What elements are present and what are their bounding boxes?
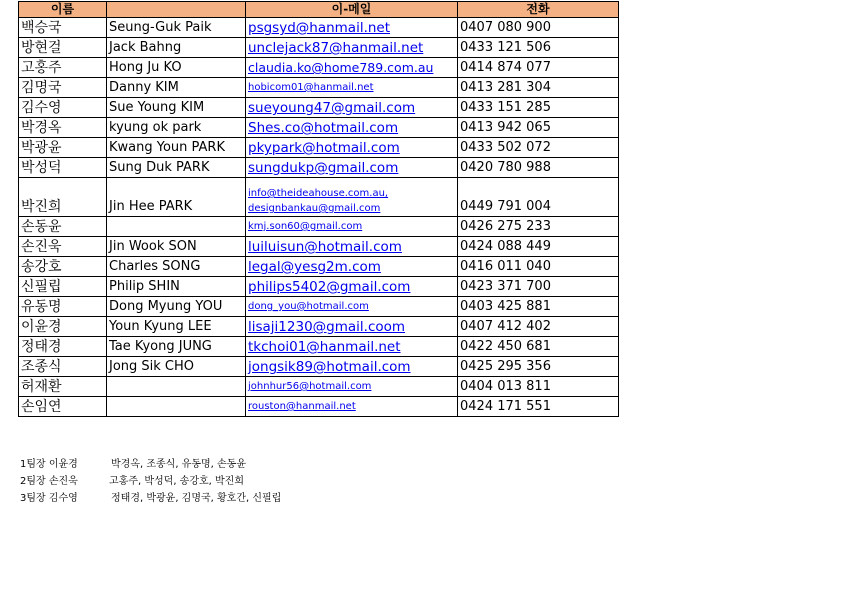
team-members: 정태경, 박광윤, 김명국, 황호간, 신필립 (111, 493, 282, 504)
phone-number: 0433 151 285 (458, 98, 619, 118)
english-name: Charles SONG (107, 257, 246, 277)
english-name (107, 377, 246, 397)
korean-name: 김수영 (19, 98, 107, 118)
phone-number: 0433 502 072 (458, 138, 619, 158)
phone-number: 0422 450 681 (458, 337, 619, 357)
table-row (19, 58, 619, 78)
korean-name: 송강호 (19, 257, 107, 277)
phone-number: 0425 295 356 (458, 357, 619, 377)
table-row (19, 118, 619, 138)
team-line (20, 456, 281, 473)
phone-number: 0414 874 077 (458, 58, 619, 78)
english-name: Jack Bahng (107, 38, 246, 58)
phone-number: 0449 791 004 (458, 178, 619, 217)
team-leader: 3팀장 김수영 (20, 493, 78, 504)
english-name: Tae Kyong JUNG (107, 337, 246, 357)
english-name: kyung ok park (107, 118, 246, 138)
table-row (19, 257, 619, 277)
table-row (19, 158, 619, 178)
email-link[interactable]: philips5402@gmail.com (248, 279, 411, 295)
korean-name: 박광윤 (19, 138, 107, 158)
email-link[interactable]: tkchoi01@hanmail.net (248, 339, 401, 355)
korean-name: 백승국 (19, 18, 107, 38)
korean-name: 방현걸 (19, 38, 107, 58)
table-row (19, 377, 619, 397)
email-link[interactable]: Shes.co@hotmail.com (248, 120, 399, 136)
email-link[interactable]: rouston@hanmail.net (248, 401, 356, 412)
team-leader: 2팀장 손진욱 (20, 476, 78, 487)
table-row (19, 178, 619, 217)
table-row (19, 138, 619, 158)
email-link[interactable]: unclejack87@hanmail.net (248, 40, 424, 56)
korean-name: 김명국 (19, 78, 107, 98)
team-leader: 1팀장 이윤경 (20, 459, 78, 470)
korean-name: 박진희 (19, 178, 107, 217)
table-row (19, 357, 619, 377)
phone-number: 0423 371 700 (458, 277, 619, 297)
korean-name: 허재환 (19, 377, 107, 397)
header-phone: 전화 (458, 2, 619, 18)
phone-number: 0413 281 304 (458, 78, 619, 98)
email-link[interactable]: claudia.ko@home789.com.au (248, 60, 434, 75)
email-link[interactable]: hobicom01@hanmail.net (248, 82, 374, 93)
korean-name: 손임연 (19, 397, 107, 417)
phone-number: 0416 011 040 (458, 257, 619, 277)
team-members: 박경옥, 조종식, 유동명, 손동윤 (111, 459, 246, 470)
phone-number: 0407 080 900 (458, 18, 619, 38)
korean-name: 손진욱 (19, 237, 107, 257)
english-name: Jin Wook SON (107, 237, 246, 257)
email-link[interactable]: lisaji1230@gmail.coom (248, 319, 406, 335)
korean-name: 신필립 (19, 277, 107, 297)
table-row (19, 78, 619, 98)
email-link[interactable]: psgsyd@hanmail.net (248, 20, 391, 36)
email-link-secondary[interactable]: designbankau@gmail.com (248, 203, 381, 214)
team-assignments (20, 456, 281, 507)
email-link[interactable]: info@theideahouse.com.au, (248, 188, 389, 199)
email-link[interactable]: jongsik89@hotmail.com (248, 359, 411, 375)
phone-number: 0433 121 506 (458, 38, 619, 58)
phone-number: 0413 942 065 (458, 118, 619, 138)
korean-name: 손동윤 (19, 217, 107, 237)
team-line (20, 473, 281, 490)
english-name: Hong Ju KO (107, 58, 246, 78)
english-name: Sue Young KIM (107, 98, 246, 118)
english-name: Danny KIM (107, 78, 246, 98)
header-email: 이-메일 (246, 2, 458, 18)
header-row (19, 2, 619, 18)
phone-number: 0424 171 551 (458, 397, 619, 417)
korean-name: 고홍주 (19, 58, 107, 78)
contacts-table (18, 1, 619, 417)
email-link[interactable]: kmj.son60@gmail.com (248, 221, 363, 232)
english-name: Seung-Guk Paik (107, 18, 246, 38)
table-row (19, 18, 619, 38)
korean-name: 유동명 (19, 297, 107, 317)
team-line (20, 490, 281, 507)
table-row (19, 317, 619, 337)
team-members: 고홍주, 박성덕, 송강호, 박진희 (109, 476, 244, 487)
english-name (107, 217, 246, 237)
korean-name: 이윤경 (19, 317, 107, 337)
table-row (19, 98, 619, 118)
english-name (107, 397, 246, 417)
email-link[interactable]: johnhur56@hotmail.com (248, 381, 372, 392)
phone-number: 0420 780 988 (458, 158, 619, 178)
english-name: Sung Duk PARK (107, 158, 246, 178)
english-name: Kwang Youn PARK (107, 138, 246, 158)
table-row (19, 237, 619, 257)
phone-number: 0403 425 881 (458, 297, 619, 317)
table-row (19, 38, 619, 58)
english-name: Dong Myung YOU (107, 297, 246, 317)
korean-name: 박경옥 (19, 118, 107, 138)
phone-number: 0404 013 811 (458, 377, 619, 397)
table-row (19, 397, 619, 417)
email-link[interactable]: dong_you@hotmail.com (248, 301, 369, 312)
email-link[interactable]: pkypark@hotmail.com (248, 140, 400, 156)
table-row (19, 297, 619, 317)
header-english-name (107, 2, 246, 18)
email-link[interactable]: sueyoung47@gmail.com (248, 100, 416, 116)
korean-name: 정태경 (19, 337, 107, 357)
korean-name: 조종식 (19, 357, 107, 377)
english-name: Youn Kyung LEE (107, 317, 246, 337)
table-row (19, 337, 619, 357)
english-name: Philip SHIN (107, 277, 246, 297)
english-name: Jin Hee PARK (107, 178, 246, 217)
phone-number: 0407 412 402 (458, 317, 619, 337)
table-row (19, 277, 619, 297)
phone-number: 0424 088 449 (458, 237, 619, 257)
phone-number: 0426 275 233 (458, 217, 619, 237)
table-row (19, 217, 619, 237)
email-link[interactable]: sungdukp@gmail.com (248, 160, 399, 176)
header-name: 이름 (19, 2, 107, 18)
email-link[interactable]: legal@yesg2m.com (248, 259, 381, 275)
english-name: Jong Sik CHO (107, 357, 246, 377)
email-link[interactable]: luiluisun@hotmail.com (248, 239, 402, 255)
korean-name: 박성덕 (19, 158, 107, 178)
